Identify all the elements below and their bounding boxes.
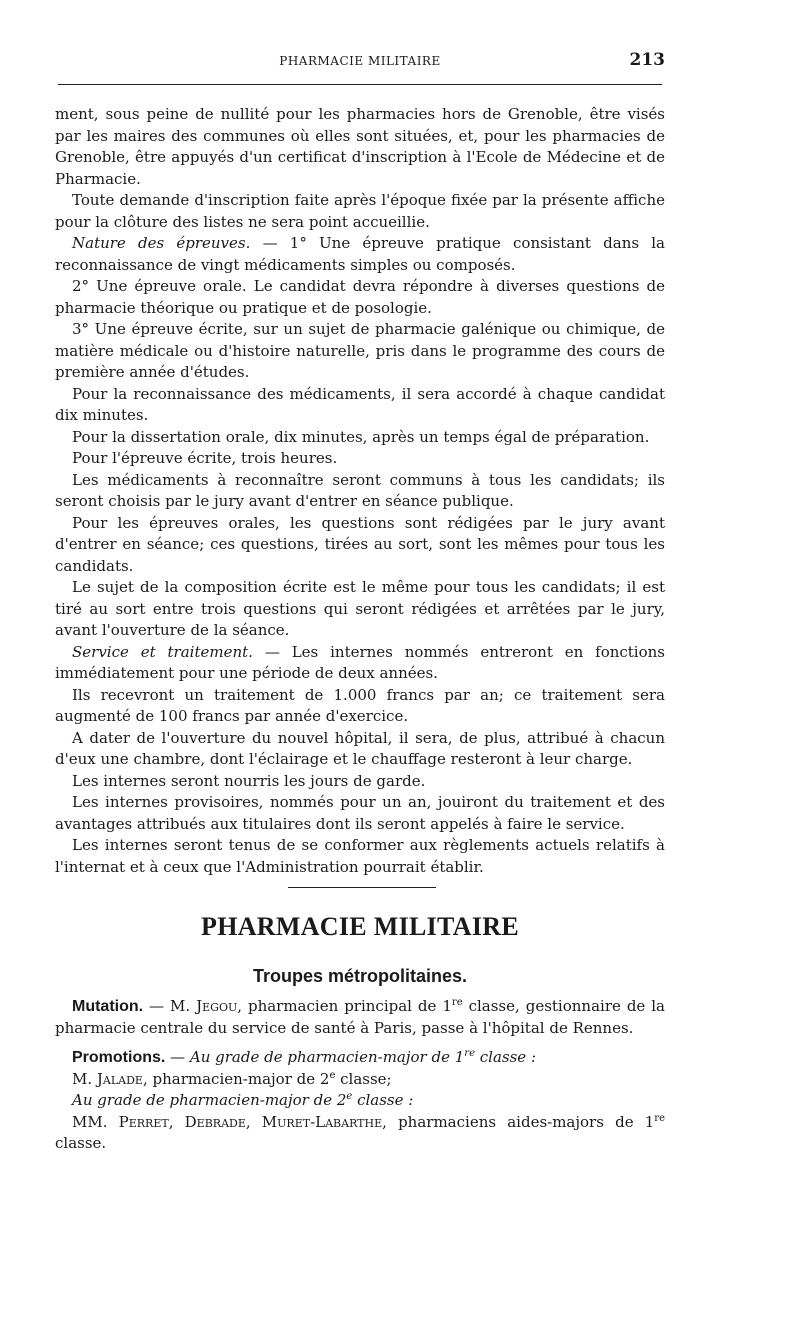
- paragraph-lead: Service et traitement.: [72, 642, 253, 661]
- paragraph: Pour la reconnaissance des médicaments, il sera accordé à chaque candidat dix minutes.: [55, 384, 665, 424]
- promotions-paragraph: Promotions. — Au grade de pharmacien-major de 1re classe :: [72, 1048, 537, 1066]
- paragraph: A dater de l'ouverture du nouvel hôpital, il sera, de plus, attribué à chacun d'eux une chambre, dont l'éclairage et le chauffage resteront à leur charge.: [55, 728, 665, 768]
- promotion-grade: Au grade de pharmacien-major de 2e classe :: [72, 1091, 414, 1109]
- paragraph: Les médicaments à reconnaître seront communs à tous les candidats; ils seront choisis par le jury avant d'entrer en séance publique.: [55, 470, 665, 510]
- paragraph: Le sujet de la composition écrite est le même pour tous les candidats; il est tiré au sort entre trois questions qui seront rédigées et arrêtées par le jury, avant l'ouverture de la séance.: [55, 578, 665, 639]
- header-rule: [58, 84, 662, 85]
- promotion-line: M. Jalade, pharmacien-major de 2e classe;: [72, 1069, 392, 1088]
- promotion-line: MM. Perret, Debrade, Muret-Labarthe, pharmaciens aides-majors de 1re classe.: [55, 1112, 665, 1152]
- section-divider: [288, 887, 436, 888]
- paragraph: Pour la dissertation orale, dix minutes, après un temps égal de préparation.: [72, 427, 650, 446]
- paragraph: Nature des épreuves. — 1° Une épreuve pratique consistant dans la reconnaissance de vingt médicaments simples ou composés.: [55, 234, 665, 274]
- mutation-heading: Mutation.: [72, 998, 144, 1015]
- running-title: PHARMACIE MILITAIRE: [279, 54, 441, 68]
- page-number: 213: [629, 50, 665, 70]
- paragraph: Ils recevront un traitement de 1.000 francs par an; ce traitement sera augmenté de 100 francs par année d'exercice.: [55, 685, 665, 725]
- body-text: [55, 104, 665, 878]
- page-header: [55, 50, 665, 78]
- paragraph: Toute demande d'inscription faite après l'époque fixée par la présente affiche pour la clôture des listes ne sera point accueillie.: [55, 191, 665, 231]
- paragraph: Service et traitement. — Les internes nommés entreront en fonctions immédiatement pour une période de deux années.: [55, 642, 665, 682]
- paragraph: 2° Une épreuve orale. Le candidat devra répondre à diverses questions de pharmacie théorique ou pratique et de posologie.: [55, 277, 665, 317]
- paragraph: 3° Une épreuve écrite, sur un sujet de pharmacie galénique ou chimique, de matière médicale ou d'histoire naturelle, pris dans le programme des cours de première année d'études.: [55, 320, 665, 381]
- paragraph-lead: Nature des épreuves.: [72, 234, 251, 252]
- section-subtitle: Troupes métropolitaines.: [252, 966, 468, 986]
- paragraph: Pour les épreuves orales, les questions sont rédigées par le jury avant d'entrer en séance; ces questions, tirées au sort, sont les mêmes pour tous les candidats.: [55, 513, 665, 575]
- paragraph: Les internes seront tenus de se conformer aux règlements actuels relatifs à l'internat et à ceux que l'Administration pourrait établir.: [55, 836, 665, 876]
- person-name: Jegou: [196, 997, 238, 1015]
- person-names: Perret, Debrade, Muret-Labarthe: [118, 1112, 383, 1131]
- section-title: PHARMACIE MILITAIRE: [201, 912, 519, 941]
- paragraph: Les internes seront nourris les jours de garde.: [72, 771, 426, 790]
- promotions-heading: Promotions.: [72, 1049, 166, 1066]
- announcements: [55, 996, 665, 1155]
- mutation-paragraph: Mutation. — M. Jegou, pharmacien principal de 1re classe, gestionnaire de la pharmacie centrale du service de santé à Paris, passe à l'hôpital de Rennes.: [55, 997, 666, 1037]
- person-name: Jalade: [96, 1069, 143, 1088]
- paragraph: Les internes provisoires, nommés pour un an, jouiront du traitement et des avantages attribués aux titulaires dont ils seront appelés à faire le service.: [55, 793, 665, 833]
- paragraph: ment, sous peine de nullité pour les pharmacies hors de Grenoble, être visés par les maires des communes où elles sont situées, et, pour les pharmacies de Grenoble, être appuyés d'un certificat d'inscription à l'Ecole de Médecine et de Pharmacie.: [55, 105, 665, 188]
- paragraph: Pour l'épreuve écrite, trois heures.: [72, 449, 338, 467]
